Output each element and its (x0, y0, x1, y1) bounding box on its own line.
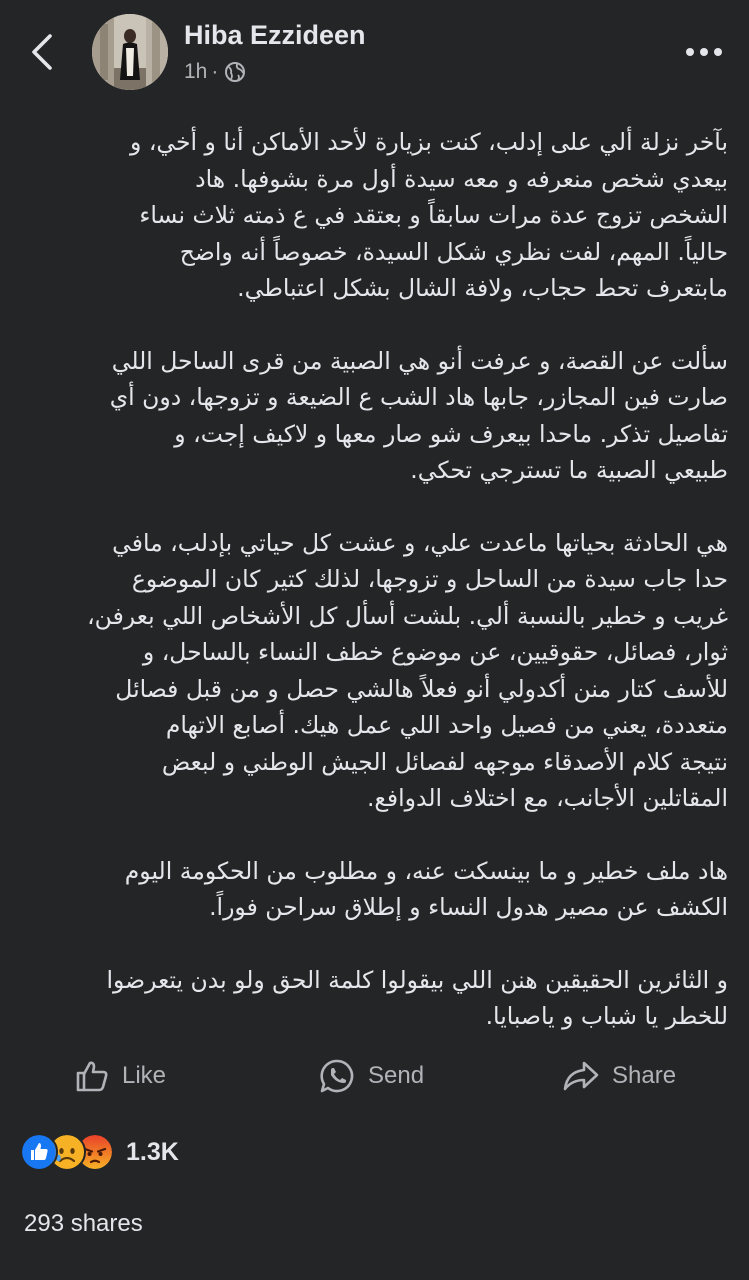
author-name[interactable]: Hiba Ezzideen (184, 20, 366, 50)
reactions-summary[interactable] (20, 1132, 179, 1172)
share-arrow-icon (562, 1058, 600, 1094)
author-avatar[interactable] (92, 14, 168, 90)
globe-icon (224, 61, 246, 83)
thumbs-up-icon (74, 1058, 110, 1094)
post-text (78, 124, 728, 1035)
post-paragraph: سألت عن القصة، و عرفت أنو هي الصبية من قرى الساحل اللي صارت فين المجازر، جابها هاد الشب ع الضيعة و تزوجها، دون أي تفاصيل تذكر. ماحدا بيعرف شو صار معها و لاكيف إجت، و طبيعي الصبية ما تسترجي تحكي. (109, 346, 728, 484)
more-options-button[interactable] (682, 40, 726, 64)
send-label: Send (368, 1062, 425, 1089)
shares-count[interactable]: 293 shares (24, 1210, 143, 1237)
post-paragraph: بآخر نزلة ألي على إدلب، كنت بزيارة لأحد الأماكن أنا و أخي، و بيعدي شخص منعرفه و معه سيدة أول مرة بشوفها. هاد الشخص تزوج عدة مرات سابقاً و بعتقد في ع ذمته ثلاث نساء حالياً. المهم، لفت نظري شكل السيدة، خصوصاً أنه واضح مابتعرف تحط حجاب، ولافة الشال بشكل اعتباطي. (130, 128, 728, 302)
post-paragraph: هي الحادثة بحياتها ماعدت علي، و عشت كل حياتي بإدلب، مافي حدا جاب سيدة من الساحل و تزوجها، لذلك كتير كان الموضوع غريب و خطير بالنسبة ألي. بلشت أسأل كل الأشخاص اللي بعرفن، ثوار، فصائل، حقوقيين، عن موضوع خطف النساء بالساحل، و للأسف كتار منن أكدولي أنو فعلاً هالشي حصل و من قبل فصائل متعددة، يعني من فصيل واحد اللي عمل هيك. أصابع الاتهام نتيجة كلام الأصدقاء موجهه لفصائل الجيش الوطني و لبعض المقاتلين الأجانب، مع اختلاف الدوافع. (87, 528, 728, 812)
chevron-left-icon (22, 28, 66, 76)
post-paragraph: هاد ملف خطير و ما بينسكت عنه، و مطلوب من الحكومة اليوم الكشف عن مصير هدول النساء و إطلاق سراحن فوراً. (124, 856, 728, 921)
more-horizontal-icon (682, 40, 726, 64)
like-reaction-icon (20, 1133, 58, 1171)
meta-separator: · (211, 60, 219, 83)
reaction-count: 1.3K (126, 1137, 179, 1166)
post-actions-bar (0, 1048, 749, 1104)
post-header (0, 0, 749, 100)
send-button[interactable] (318, 1048, 424, 1104)
back-button[interactable] (22, 28, 66, 76)
post-paragraph: و الثائرين الحقيقين هنن اللي بيقولوا كلمة الحق ولو بدن يتعرضوا للخطر يا شباب و ياصبايا. (106, 965, 728, 1030)
like-button[interactable] (74, 1048, 166, 1104)
avatar-photo (92, 14, 168, 90)
share-label: Share (612, 1062, 677, 1089)
share-button[interactable] (562, 1048, 676, 1104)
like-label: Like (122, 1062, 167, 1089)
post-meta (184, 58, 246, 86)
post-time[interactable]: 1h (184, 60, 208, 83)
whatsapp-icon (318, 1057, 356, 1095)
